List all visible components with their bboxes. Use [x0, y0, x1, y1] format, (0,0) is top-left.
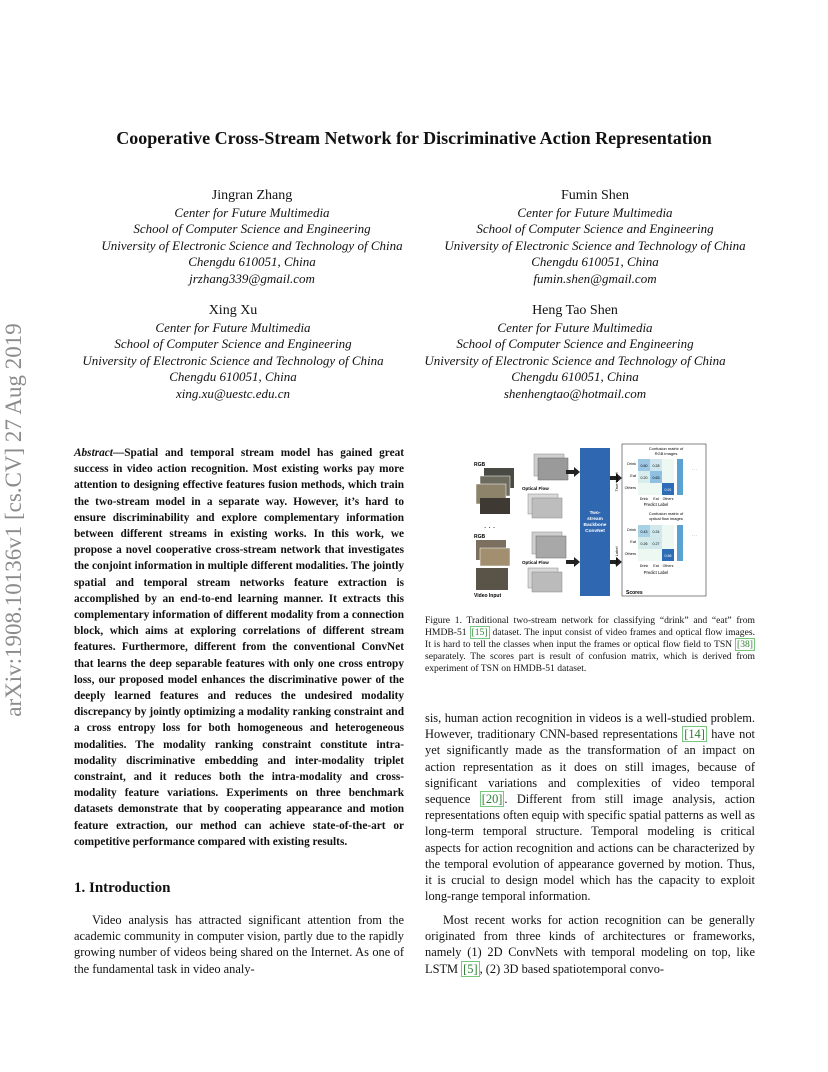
intro-paragraph: Video analysis has attracted significant attention from the academic community in computer vision, partly due to the rapidly growing number of videos being shared on the Internet. As one of the fundamental task in video analy- — [74, 913, 404, 976]
citation-link[interactable]: [15] — [471, 627, 488, 638]
cm-value: 0.86 — [664, 554, 672, 558]
citation-link[interactable]: [5] — [463, 961, 478, 976]
abstract-label: Abstract — [74, 447, 113, 459]
flow-frame — [532, 572, 562, 592]
figure-1-caption — [425, 615, 755, 675]
arrow-icon — [566, 557, 580, 567]
cm-value: 0.20 — [640, 476, 648, 480]
cm-flow-col-others: Others — [662, 564, 674, 568]
cm-cell — [638, 483, 650, 495]
cm-rgb-row-drink: Drink — [627, 462, 636, 466]
cm-flow-row-others: Others — [624, 552, 636, 556]
cm-rgb-predict-label: Predict Label — [643, 502, 669, 507]
cm-value: 0.91 — [664, 488, 672, 492]
author-email: fumin.shen@gmail.com — [533, 270, 657, 286]
right-column-paragraph-1 — [425, 710, 755, 904]
author-email: jrzhang339@gmail.com — [189, 270, 315, 286]
caption-text: dataset. The input consist of video frames and optical flow images. It is hard to tell the classes when input the frames or optical flow field to TSN — [425, 627, 755, 650]
cm-rgb-col-eat: Eat — [653, 497, 659, 501]
cm-rgb-title-1: Confusion matrix of — [648, 446, 684, 451]
fig-scores-label: Scores — [626, 590, 643, 596]
author-name: Xing Xu — [208, 303, 258, 318]
citation-link[interactable]: [14] — [684, 727, 705, 742]
cm-side-dots: . . . — [692, 533, 697, 537]
author-univ: University of Electronic Science and Technology of China — [82, 352, 384, 368]
cm-colorbar — [677, 459, 683, 495]
cm-flow-col-eat: Eat — [653, 564, 659, 568]
fig-flow-label-1: Optical Flow — [522, 486, 549, 491]
cm-value: 0.60 — [640, 464, 648, 468]
backbone-line-3: Backbone — [583, 523, 607, 528]
cm-value: 0.28 — [652, 464, 660, 468]
cm-colorbar — [677, 525, 683, 561]
body-text: Most recent works for action recognition can be generally originated from three kinds of architectures or frameworks, namely (1) 2D ConvNets with temporal modeling on top, like LSTM — [425, 913, 755, 976]
fig-flow-label-2: Optical Flow — [522, 560, 549, 565]
citation-link[interactable]: [20] — [481, 792, 503, 807]
cm-flow-col-drink: Drink — [639, 564, 649, 568]
cm-rgb-row-eat: Eat — [630, 474, 636, 478]
author-city: Chengdu 610051, China — [169, 369, 297, 384]
cm-rgb-col-drink: Drink — [639, 497, 649, 501]
flow-frame — [536, 536, 566, 558]
abstract — [74, 445, 404, 850]
author-city: Chengdu 610051, China — [531, 254, 659, 269]
cm-cell — [662, 459, 674, 471]
right-column-paragraph-2 — [425, 912, 755, 977]
author-block-4 — [394, 303, 756, 402]
fig-video-input-label: Video Input — [474, 593, 502, 599]
author-dept: Center for Future Multimedia — [497, 319, 653, 335]
cm-cell — [650, 549, 662, 561]
paper-title: Cooperative Cross-Stream Network for Discriminative Action Representation — [116, 128, 712, 148]
figure-1-diagram — [470, 440, 714, 600]
author-univ: University of Electronic Science and Technology of China — [101, 237, 403, 253]
cm-flow-predict-label: Predict Label — [643, 570, 669, 575]
caption-text: Figure 1. Traditional two-stream network for classifying “drink” and “eat” from HMDB-51 — [425, 615, 755, 638]
body-text: sis, human action recognition in videos is a well-studied problem. However, traditionary CNN-based representations — [425, 711, 755, 742]
rgb-frame — [480, 498, 510, 514]
author-dept: Center for Future Multimedia — [517, 204, 673, 220]
body-text: have not yet significantly made as the transformation of an impact on action representation as it does on still images, because of significant variations and complexities of video temporal sequence — [425, 727, 755, 807]
cm-value: 0.24 — [652, 530, 660, 534]
cm-value: 0.27 — [652, 542, 660, 546]
cm-value: 0.63 — [652, 476, 660, 480]
backbone-line-4: ConvNet — [585, 529, 605, 534]
author-block-3 — [52, 303, 414, 402]
author-school: School of Computer Science and Engineering — [476, 221, 714, 236]
cm-cell — [662, 525, 674, 537]
author-name: Fumin Shen — [560, 188, 630, 203]
abstract-text: —Spatial and temporal stream model has gained great success in video action recognition. Most existing works pay more attention to designing effective features fusion methods, which train the two-stream model in a separate way. However, it’s hard to ensure discriminability and explore complementary information between different streams in existing works. In this work, we propose a novel cooperative cross-stream network that investigates the conjoint information in multiple different modalities. The jointly spatial and temporal stream networks feature extraction is accomplished by an end-to-end learning manner. It extracts this complementary information of different modality from a connection block, which aims at exploring correlations of different stream features. Furthermore, different from the conventional ConvNet that learns the deep separable features with only one cross entropy loss, our proposed model enhances the discriminative power of the deeply learned features and reduces the undesired modality discrepancy by jointly optimizing a modality ranking constraint and a cross entropy loss for both homogeneous and heterogeneous modalities. The modality ranking constraint constitute intra-modality discriminative embedding and inter-modality triplet constraint, and it reduces both the intra-modality and cross-modality feature variations. Experiments on three benchmark datasets demonstrate that by cooperating appearance and motion feature extraction, our method can achieve state-of-the-art or competitive performance compared with existing results. — [74, 447, 404, 848]
flow-frame — [532, 498, 562, 518]
flow-frame — [538, 458, 568, 480]
caption-text: separately. The scores part is result of confusion matrix, which is derived from experiment of TSN on HMDB-51 dataset. — [425, 651, 755, 674]
section-heading-introduction: 1. Introduction — [74, 880, 171, 896]
body-text: , (2) 3D based spatiotemporal convo- — [479, 961, 665, 976]
cm-cell — [638, 549, 650, 561]
arxiv-id: arXiv:1908.10136v1 [cs.CV] 27 Aug 2019 — [1, 323, 26, 717]
author-name: Heng Tao Shen — [532, 303, 618, 318]
cm-rgb-col-others: Others — [662, 497, 674, 501]
cm-rgb-true-label: True Label — [614, 472, 619, 492]
fig-rgb-label-2: RGB — [474, 534, 486, 540]
cm-rgb-title-2: RGB images — [654, 451, 678, 456]
author-univ: University of Electronic Science and Technology of China — [424, 352, 726, 368]
author-school: School of Computer Science and Engineering — [456, 336, 694, 351]
backbone-line-1: Two- — [589, 511, 601, 516]
author-email: xing.xu@uestc.edu.cn — [175, 385, 291, 401]
author-name: Jingran Zhang — [211, 188, 293, 203]
author-block-1 — [72, 188, 432, 287]
author-univ: University of Electronic Science and Technology of China — [444, 237, 746, 253]
fig-dots: . . . — [484, 521, 496, 530]
author-block-2 — [414, 188, 776, 287]
cm-flow-title-2: optical flow images — [649, 516, 683, 521]
author-dept: Center for Future Multimedia — [155, 319, 311, 335]
backbone-block — [580, 448, 610, 596]
author-school: School of Computer Science and Engineering — [114, 336, 352, 351]
cm-flow-title-1: Confusion matrix of — [648, 511, 684, 516]
cm-cell — [662, 537, 674, 549]
author-email: shenhengtao@hotmail.com — [503, 385, 647, 401]
cm-rgb-row-others: Others — [624, 486, 636, 490]
cm-flow-row-eat: Eat — [630, 540, 636, 544]
cm-value: 0.26 — [640, 542, 648, 546]
rgb-frame — [476, 568, 508, 590]
cm-cell — [650, 483, 662, 495]
cm-flow-true-label: True Label — [614, 546, 619, 566]
author-city: Chengdu 610051, China — [511, 369, 639, 384]
backbone-line-2: stream — [587, 517, 603, 522]
body-text: . Different from still image analysis, action representations often equip with specific spatial patterns as well as long-term temporal structure. Temporal modeling is critical aspects for action recognition and actions can be characterized by the temporal evolution of appearance governed by motion. Thus, it is crucial to design model which has the capacity to exploit long-range temporal information. — [425, 792, 755, 904]
author-school: School of Computer Science and Engineering — [133, 221, 371, 236]
cm-side-dots: . . . — [692, 467, 697, 471]
cm-value: 0.43 — [640, 530, 648, 534]
author-city: Chengdu 610051, China — [188, 254, 316, 269]
citation-link[interactable]: [38] — [737, 639, 753, 650]
rgb-frame — [480, 548, 510, 566]
author-dept: Center for Future Multimedia — [174, 204, 330, 220]
cm-flow-row-drink: Drink — [627, 528, 636, 532]
fig-rgb-label-1: RGB — [474, 462, 486, 468]
cm-cell — [662, 471, 674, 483]
